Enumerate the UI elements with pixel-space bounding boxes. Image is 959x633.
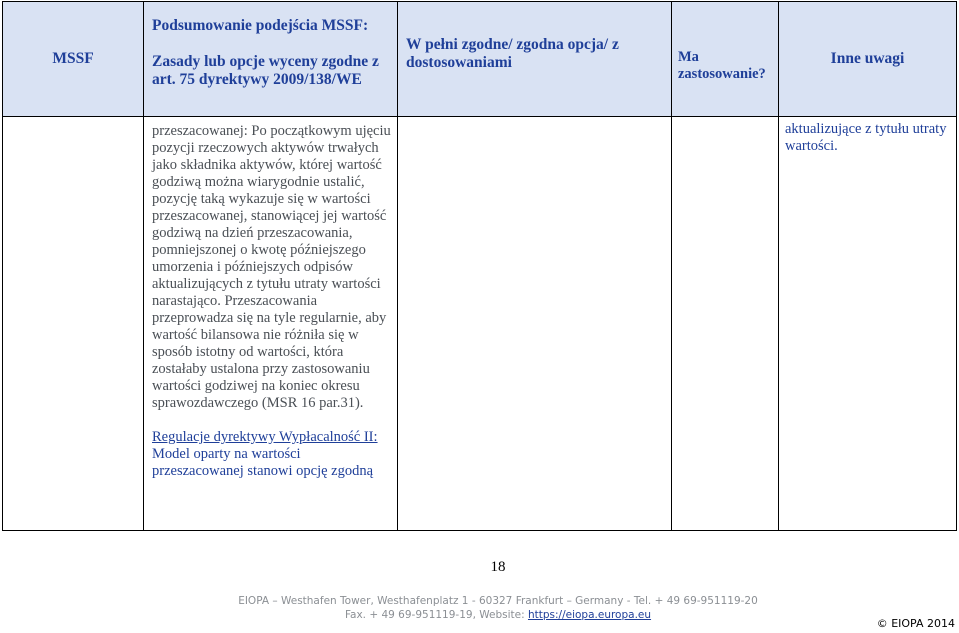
cell-compliance	[398, 117, 672, 531]
header-remarks: Inne uwagi	[779, 2, 957, 117]
header-summary-title: Podsumowanie podejścia MSSF:	[152, 17, 369, 34]
ifrs-comparison-table	[2, 1, 957, 531]
cell-applicable	[672, 117, 779, 531]
header-mssf: MSSF	[3, 2, 144, 117]
footer-address: EIOPA – Westhafen Tower, Westhafenplatz 1 - 60327 Frankfurt – Germany - Tel. + 49 69-951119-20	[238, 595, 758, 607]
regulation-title: Regulacje dyrektywy Wypłacalność II:	[152, 429, 378, 445]
website-link[interactable]: https://eiopa.europa.eu	[527, 609, 652, 621]
table-row	[3, 117, 957, 531]
header-applicable: Ma zastosowanie?	[672, 2, 779, 117]
header-summary	[144, 2, 398, 117]
cell-summary	[144, 117, 398, 531]
footer-contact	[0, 608, 959, 622]
page-number: 18	[490, 559, 506, 575]
regulation-text: Model oparty na wartości przeszacowanej stanowi opcję zgodną	[152, 446, 374, 479]
ifrs-description: przeszacowanej: Po początkowym ujęciu pozycji rzeczowych aktywów trwałych jako składnika aktywów, której wartość godziwą można wiarygodnie ustalić, pozycję taką wykazuje się w wartości przeszacowanej, stanowiącej jej wartość godziwą na dzień przeszacowania, pomniejszonej o kwotę późniejszego umorzenia i późniejszych odpisów aktualizujących z tytułu utraty wartości narastająco. Przeszacowania przeprowadza się na tyle regularnie, aby wartość bilansowa nie różniła się w sposób istotny od wartości, która zostałaby ustalona przy zastosowaniu wartości godziwej na koniec okresu sprawozdawczego (MSR 16 par.31).	[152, 123, 391, 411]
copyright: © EIOPA 2014	[876, 617, 955, 630]
cell-remarks: aktualizujące z tytułu utraty wartości.	[779, 117, 957, 531]
cell-mssf	[3, 117, 144, 531]
footer	[0, 594, 959, 622]
table-header-row	[3, 2, 957, 117]
header-compliance: W pełni zgodne/ zgodna opcja/ z dostosowaniami	[398, 2, 672, 117]
header-summary-subtitle: Zasady lub opcje wyceny zgodne z art. 75 dyrektywy 2009/138/WE	[152, 53, 379, 88]
footer-fax: Fax. + 49 69-951119-19, Website:	[344, 609, 528, 621]
